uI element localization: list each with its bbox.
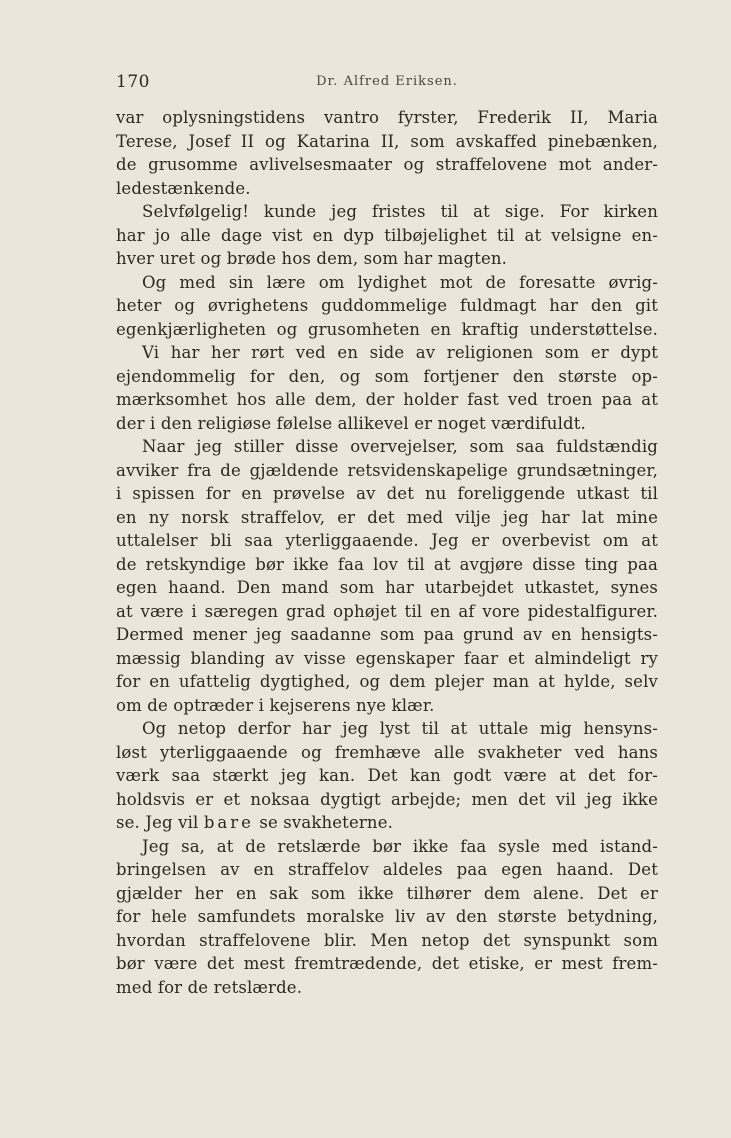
text-fragment: Jeg vil [145, 813, 199, 832]
text-line: Selvfølgelig! kunde jeg fristes til at sige. For kirken [142, 202, 658, 221]
running-head: Dr. Alfred Eriksen. [316, 74, 458, 89]
text-line: egenkjærligheten og grusomheten en kraftig understøttelse. [116, 319, 658, 339]
text-line: hver uret og brøde hos dem, som har magten. [116, 249, 508, 268]
text-line: en ny norsk straffelov, er det med vilje jeg har lat mine [116, 507, 658, 527]
emphasized-word: bare [203, 813, 254, 832]
text-line: i spissen for en prøvelse av det nu foreliggende utkast til [116, 484, 658, 503]
text-line: Vi har her rørt ved en side av religionen som er dypt [142, 343, 658, 362]
text-line: med for de retslærde. [116, 977, 303, 997]
text-line: at være i særegen grad ophøjet til en af vore pidestalfigurer. [116, 601, 658, 621]
text-line: Og netop derfor har jeg lyst til at uttale mig hensyns- [142, 719, 658, 738]
text-fragment: se svakheterne. [259, 813, 394, 832]
page-header [116, 72, 658, 96]
text-line: var oplysningstidens vantro fyrster, Frederik II, Maria [116, 108, 658, 127]
text-line: Dermed mener jeg saadanne som paa grund av en hensigts- [116, 625, 658, 644]
page-number: 170 [116, 72, 150, 92]
text-line: gjælder her en sak som ikke tilhører dem alene. Det er [116, 883, 658, 903]
text-line: der i den religiøse følelse allikevel er noget værdifuldt. [116, 413, 586, 433]
text-line: ledestænkende. [116, 178, 251, 198]
text-line: heter og øvrighetens guddommelige fuldmagt har den git [116, 296, 658, 315]
text-line: egen haand. Den mand som har utarbejdet utkastet, synes [116, 578, 658, 597]
text-line: uttalelser bli saa yterliggaaende. Jeg er overbevist om at [116, 531, 658, 550]
text-line: Jeg sa, at de retslærde bør ikke faa sysle med istand- [142, 836, 658, 856]
text-line: værk saa stærkt jeg kan. Det kan godt være at det for- [116, 766, 658, 785]
text-line: de grusomme avlivelsesmaater og straffelovene mot ander- [116, 155, 658, 174]
text-line: bringelsen av en straffelov aldeles paa egen haand. Det [116, 860, 658, 879]
text-line: for en ufattelig dygtighed, og dem plejer man at hylde, selv [116, 672, 658, 691]
text-fragment: se. [116, 813, 140, 832]
text-line: om de optræder i kejserens nye klær. [116, 695, 435, 715]
text-line: løst yterliggaaende og fremhæve alle svakheter ved hans [116, 742, 658, 762]
text-line-mixed [116, 811, 658, 835]
text-line: Naar jeg stiller disse overvejelser, som saa fuldstændig [142, 437, 658, 456]
text-line: mærksomhet hos alle dem, der holder fast ved troen paa at [116, 390, 658, 409]
text-line: bør være det mest fremtrædende, det etiske, er mest frem- [116, 954, 658, 973]
text-line: de retskyndige bør ikke faa lov til at avgjøre disse ting paa [116, 554, 658, 574]
text-line: mæssig blanding av visse egenskaper faar et almindeligt ry [116, 648, 658, 668]
text-line: avviker fra de gjældende retsvidenskapelige grundsætninger, [116, 460, 658, 480]
text-line: Terese, Josef II og Katarina II, som avskaffed pinebænken, [116, 131, 658, 151]
text-line: for hele samfundets moralske liv av den største betydning, [116, 907, 658, 926]
text-line: Og med sin lære om lydighet mot de foresatte øvrig- [142, 272, 658, 292]
text-line: har jo alle dage vist en dyp tilbøjelighet til at velsigne en- [116, 225, 658, 245]
text-line: hvordan straffelovene blir. Men netop det synspunkt som [116, 930, 658, 950]
text-line: ejendommelig for den, og som fortjener den største op- [116, 366, 658, 386]
body-text [116, 106, 658, 999]
text-line: holdsvis er et noksaa dygtigt arbejde; men det vil jeg ikke [116, 789, 658, 809]
